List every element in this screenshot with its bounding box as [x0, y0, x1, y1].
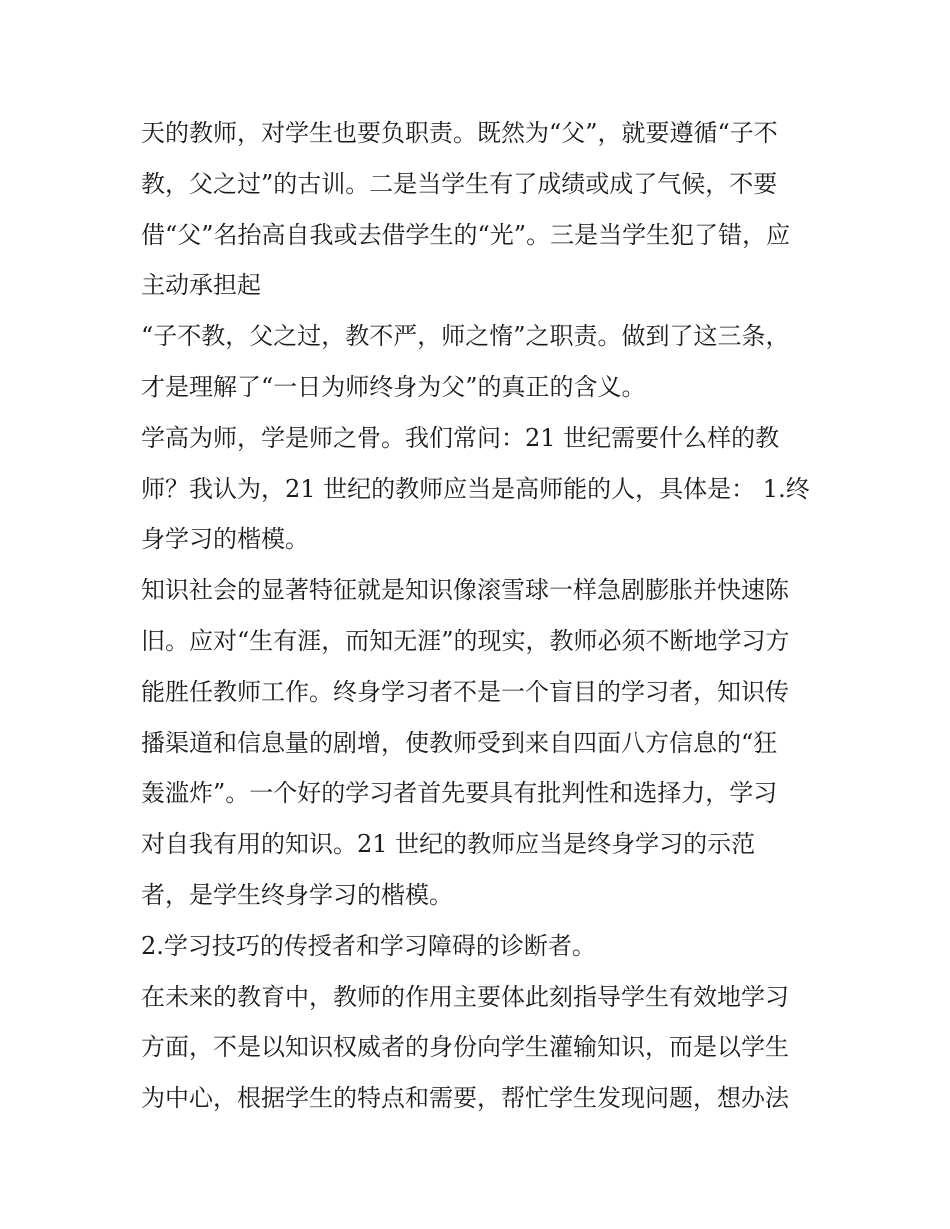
- text-line: 学高为师，学是师之骨。我们常问：21 世纪需要什么样的教: [141, 423, 780, 452]
- text-line: 天的教师，对学生也要负职责。既然为“父”，就要遵循“子不: [141, 119, 778, 147]
- text-line: 师？我认为，21 世纪的教师应当是高师能的人，具体是： 1.终: [141, 474, 810, 503]
- text-line: 对自我有用的知识。21 世纪的教师应当是终身学习的示范: [141, 830, 756, 859]
- text-line: 方面，不是以知识权威者的身份向学生灌输知识，而是以学生: [141, 1033, 789, 1062]
- text-line: 能胜任教师工作。终身学习者不是一个盲目的学习者，知识传: [141, 677, 789, 706]
- text-line: 2.学习技巧的传授者和学习障碍的诊断者。: [141, 931, 596, 960]
- body-text: [141, 108, 831, 1124]
- text-line: 知识社会的显著特征就是知识像滚雪球一样急剧膨胀并快速陈: [141, 576, 789, 605]
- text-line: 教，父之过”的古训。二是当学生有了成绩或成了气候，不要: [141, 169, 778, 198]
- text-line: 身学习的楷模。: [141, 525, 309, 554]
- text-line: 旧。应对“生有涯，而知无涯”的现实，教师必须不断地学习方: [141, 626, 790, 655]
- text-line: 主动承担起: [141, 271, 261, 300]
- text-line: 才是理解了“一日为师终身为父”的真正的含义。: [141, 372, 646, 401]
- text-line: 为中心，根据学生的特点和需要，帮忙学生发现问题，想办法: [141, 1084, 789, 1113]
- text-line: 轰滥炸”。一个好的学习者首先要具有批判性和选择力，学习: [141, 779, 778, 808]
- text-line: 者，是学生终身学习的楷模。: [141, 880, 453, 909]
- text-line: 借“父”名抬高自我或去借学生的“光”。三是当学生犯了错，应: [141, 220, 791, 249]
- text-line: “子不教，父之过，教不严，师之惰”之职责。做到了这三条，: [141, 322, 790, 351]
- text-line: 在未来的教育中，教师的作用主要体此刻指导学生有效地学习: [141, 982, 789, 1011]
- text-line: 播渠道和信息量的剧增，使教师受到来自四面八方信息的“狂: [141, 728, 778, 757]
